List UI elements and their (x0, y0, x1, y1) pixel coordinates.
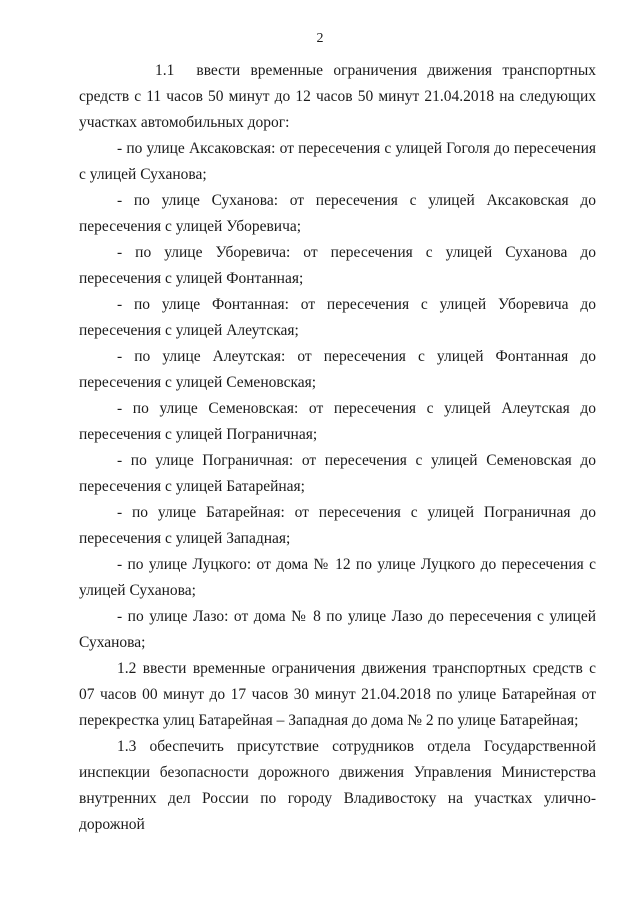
list-item: - по улице Лазо: от дома № 8 по улице Лазо до пересечения с улицей Суханова; (79, 608, 596, 651)
paragraph-1-3: 1.3 обеспечить присутствие сотрудников отдела Государственной инспекции безопасности дорожного движения Управления Министерства внутренних дел России по городу Владивостоку на участках улично-дорожной (79, 738, 596, 833)
list-item: - по улице Аксаковская: от пересечения с улицей Гоголя до пересечения с улицей Суханова; (79, 140, 596, 183)
paragraph-number: 1.1 (155, 62, 175, 79)
document-body (79, 58, 596, 838)
paragraph-text: ввести временные ограничения движения транспортных средств с 11 часов 50 минут до 12 часов 50 минут 21.04.2018 на следующих участках автомобильных дорог: (79, 62, 596, 131)
paragraph-1-2: 1.2 ввести временные ограничения движения транспортных средств с 07 часов 00 минут до 17 часов 30 минут 21.04.2018 по улице Батарейная от перекрестка улиц Батарейная – Западная до дома № 2 по улице Батарейная; (79, 660, 596, 729)
list-item: - по улице Семеновская: от пересечения с улицей Алеутская до пересечения с улицей Пограничная; (79, 400, 596, 443)
list-item: - по улице Луцкого: от дома № 12 по улице Луцкого до пересечения с улицей Суханова; (79, 556, 596, 599)
list-item: - по улице Алеутская: от пересечения с улицей Фонтанная до пересечения с улицей Семеновская; (79, 348, 596, 391)
list-item: - по улице Уборевича: от пересечения с улицей Суханова до пересечения с улицей Фонтанная; (79, 244, 596, 287)
list-item: - по улице Фонтанная: от пересечения с улицей Уборевича до пересечения с улицей Алеутская; (79, 296, 596, 339)
list-item: - по улице Батарейная: от пересечения с улицей Пограничная до пересечения с улицей Западная; (79, 504, 596, 547)
page-number: 2 (316, 31, 324, 46)
paragraph-1-1 (79, 58, 596, 136)
list-item: - по улице Пограничная: от пересечения с улицей Семеновская до пересечения с улицей Батарейная; (79, 452, 596, 495)
list-item: - по улице Суханова: от пересечения с улицей Аксаковская до пересечения с улицей Уборевича; (79, 192, 596, 235)
